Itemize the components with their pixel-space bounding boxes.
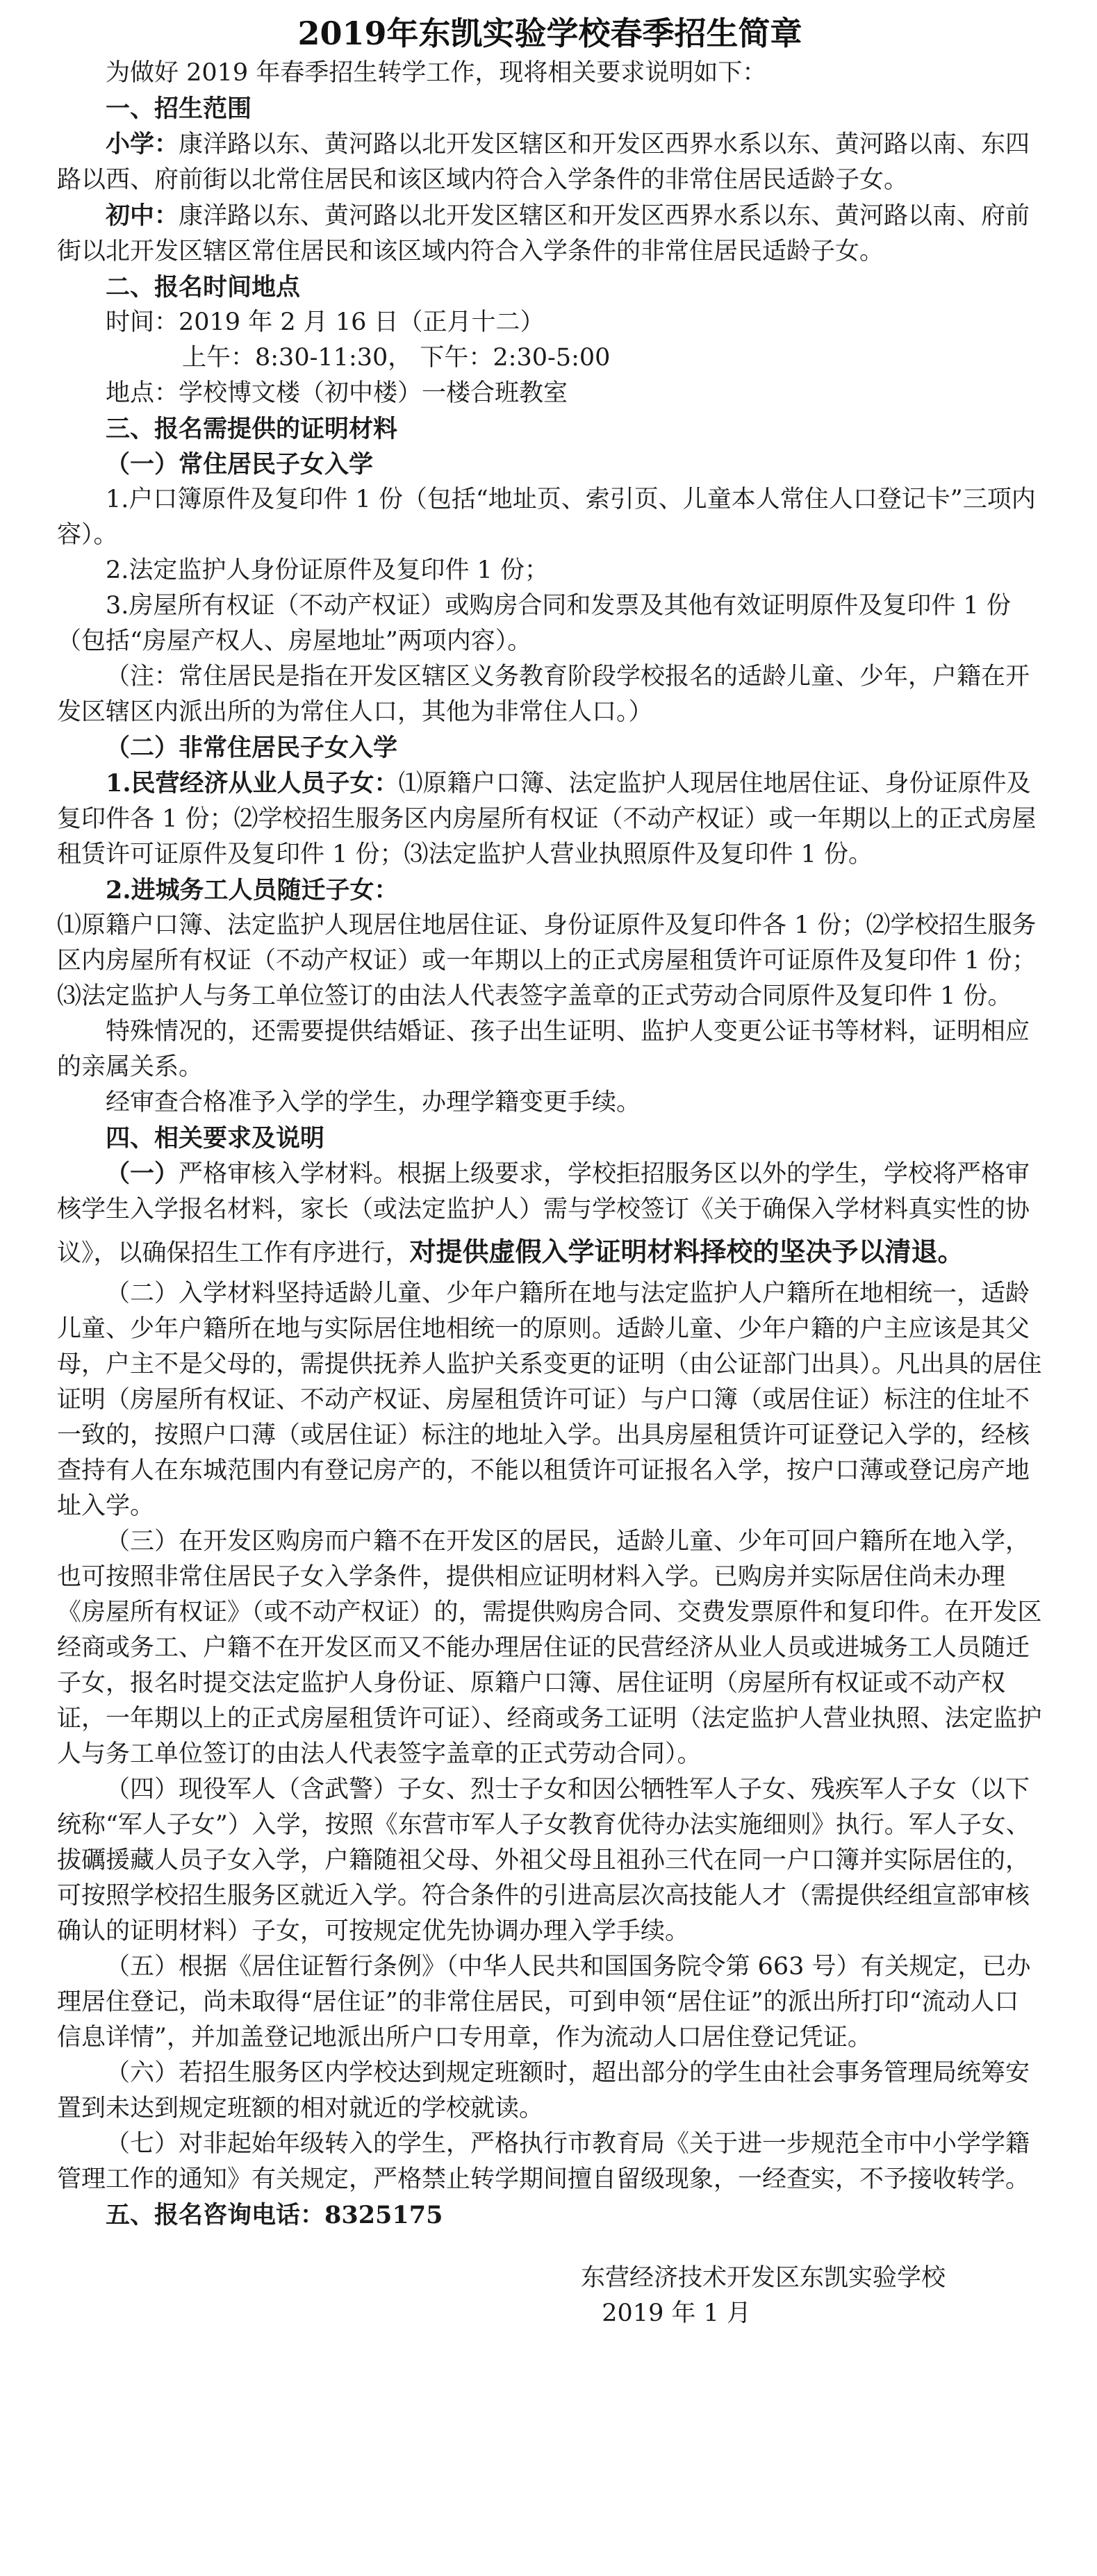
migrant-worker-label: 2.进城务工人员随迁子女： (106, 876, 399, 905)
issue-date: 2019 年 1 月 (602, 2300, 751, 2327)
resident-note: （注：常住居民是指在开发区辖区义务教育阶段学校报名的适龄儿童、少年，户籍在开发区辖区内派出所的为常住人口，其他为非常住人口。） (57, 663, 1030, 726)
section-5-heading: 五、报名咨询电话：8325175 (106, 2201, 443, 2229)
middle-label: 初中： (106, 201, 179, 230)
intro-paragraph: 为做好 2019 年春季招生转学工作，现将相关要求说明如下： (106, 59, 767, 87)
special-cases-paragraph: 特殊情况的，还需要提供结婚证、孩子出生证明、监护人变更公证书等材料，证明相应的亲属关系。 (57, 1018, 1030, 1081)
private-economy-text: ⑴原籍户口簿、法定监护人现居住地居住证、身份证原件及复印件各 1 份；⑵学校招生服务区内房屋所有权证（不动产权证）或一年期以上的正式房屋租赁许可证原件及复印件 1 份；⑶法定监护人营业执照原件及复印件 1 份。 (57, 770, 1037, 868)
nonresident-subheading: （二）非常住居民子女入学 (106, 734, 398, 762)
requirement-1-text: 严格审核入学材料。根据上级要求，学校拒招服务区以外的学生，学校将严格审核学生入学报名材料，家长（或法定监护人）需与学校签订《关于确保入学材料真实性的协议》，以确保招生工作有序进行， (57, 1160, 1030, 1267)
requirement-1-paragraph (57, 1156, 1043, 1276)
issuing-organization: 东营经济技术开发区东凯实验学校 (580, 2264, 946, 2292)
requirement-1-emphasis: 对提供虚假入学证明材料择校的坚决予以清退。 (409, 1236, 964, 1267)
requirement-5-paragraph: （五）根据《居住证暂行条例》（中华人民共和国国务院令第 663 号）有关规定，已办理居住登记，尚未取得“居住证”的非常住居民，可到申领“居住证”的派出所打印“流动人口信息详情”，并加盖登记地派出所户口专用章，作为流动人口居住登记凭证。 (57, 1953, 1031, 2051)
requirement-6-paragraph: （六）若招生服务区内学校达到规定班额时，超出部分的学生由社会事务管理局统筹安置到未达到规定班额的相对就近的学校就读。 (57, 2059, 1030, 2122)
resident-item-1: 1.户口簿原件及复印件 1 份（包括“地址页、索引页、儿童本人常住人口登记卡”三项内容）。 (57, 486, 1036, 549)
resident-item-3: 3.房屋所有权证（不动产权证）或购房合同和发票及其他有效证明原件及复印件 1 份（包括“房屋产权人、房屋地址”两项内容）。 (57, 592, 1011, 655)
primary-scope-text: 康洋路以东、黄河路以北开发区辖区和开发区西界水系以东、黄河路以南、东四路以西、府前街以北常住居民和该区域内符合入学条件的非常住居民适龄子女。 (57, 131, 1030, 194)
review-paragraph: 经审查合格准予入学的学生，办理学籍变更手续。 (106, 1089, 641, 1116)
primary-scope-paragraph (57, 126, 1043, 198)
nonresident-item-1 (57, 766, 1043, 873)
section-3-heading: 三、报名需提供的证明材料 (106, 415, 398, 443)
requirement-4-paragraph: （四）现役军人（含武警）子女、烈士子女和因公牺牲军人子女、残疾军人子女（以下统称“军人子女”）入学，按照《东营市军人子女教育优待办法实施细则》执行。军人子女、拔礪援藏人员子女入学，户籍随祖父母、外祖父母且祖孙三代在同一户口簿并实际居住的，可按照学校招生服务区就近入学。符合条件的引进高层次高技能人才（需提供经组宣部审核确认的证明材料）子女，可按规定优先协调办理入学手续。 (57, 1776, 1030, 1945)
section-4-heading: 四、相关要求及说明 (106, 1124, 325, 1153)
requirement-1-label: （一） (106, 1159, 179, 1188)
registration-time: 时间：2019 年 2 月 16 日（正月十二） (106, 308, 545, 336)
registration-place: 地点：学校博文楼（初中楼）一楼合班教室 (106, 379, 568, 407)
section-2-heading: 二、报名时间地点 (106, 273, 301, 302)
resident-item-2: 2.法定监护人身份证原件及复印件 1 份； (106, 556, 549, 584)
private-economy-label: 1.民营经济从业人员子女： (106, 769, 399, 798)
requirement-7-paragraph: （七）对非起始年级转入的学生，严格执行市教育局《关于进一步规范全市中小学学籍管理工作的通知》有关规定，严格禁止转学期间擅自留级现象，一经查实，不予接收转学。 (57, 2130, 1030, 2193)
section-1-heading: 一、招生范围 (106, 94, 252, 123)
middle-scope-text: 康洋路以东、黄河路以北开发区辖区和开发区西界水系以东、黄河路以南、府前街以北开发区辖区常住居民和该区域内符合入学条件的非常住居民适龄子女。 (57, 202, 1030, 265)
primary-label: 小学： (106, 130, 179, 158)
requirement-3-paragraph: （三）在开发区购房而户籍不在开发区的居民，适龄儿童、少年可回户籍所在地入学，也可按照非常住居民子女入学条件，提供相应证明材料入学。已购房并实际居住尚未办理《房屋所有权证》（或不动产权证）的，需提供购房合同、交费发票原件和复印件。在开发区经商或务工、户籍不在开发区而又不能办理居住证的民营经济从业人员或进城务工人员随迁子女，报名时提交法定监护人身份证、原籍户口簿、居住证明（房屋所有权证或不动产权证，一年期以上的正式房屋租赁许可证）、经商或务工证明（法定监护人营业执照、法定监护人与务工单位签订的由法人代表签字盖章的正式劳动合同）。 (57, 1528, 1042, 1768)
middle-scope-paragraph (57, 198, 1043, 270)
registration-hours: 上午：8:30-11:30， 下午：2:30-5:00 (182, 344, 611, 372)
requirement-2-paragraph: （二）入学材料坚持适龄儿童、少年户籍所在地与法定监护人户籍所在地相统一，适龄儿童、少年户籍所在地与实际居住地相统一的原则。适龄儿童、少年户籍的户主应该是其父母，户主不是父母的，需提供抚养人监护关系变更的证明（由公证部门出具）。凡出具的居住证明（房屋所有权证、不动产权证、房屋租赁许可证）与户口簿（或居住证）标注的住址不一致的，按照户口薄（或居住证）标注的地址入学。出具房屋租赁许可证登记入学的，经核查持有人在东城范围内有登记房产的，不能以租赁许可证报名入学，按户口薄或登记房产地址入学。 (57, 1280, 1042, 1520)
document-title: 2019年东凯实验学校春季招生简章 (297, 15, 802, 52)
resident-subheading: （一）常住居民子女入学 (106, 450, 374, 479)
migrant-worker-text: ⑴原籍户口簿、法定监护人现居住地居住证、身份证原件及复印件各 1 份；⑵学校招生服务区内房屋所有权证（不动产权证）或一年期以上的正式房屋租赁许可证原件及复印件 1 份；⑶法定监护人与务工单位签订的由法人代表签字盖章的正式劳动合同原件及复印件 1 份。 (57, 911, 1037, 1010)
